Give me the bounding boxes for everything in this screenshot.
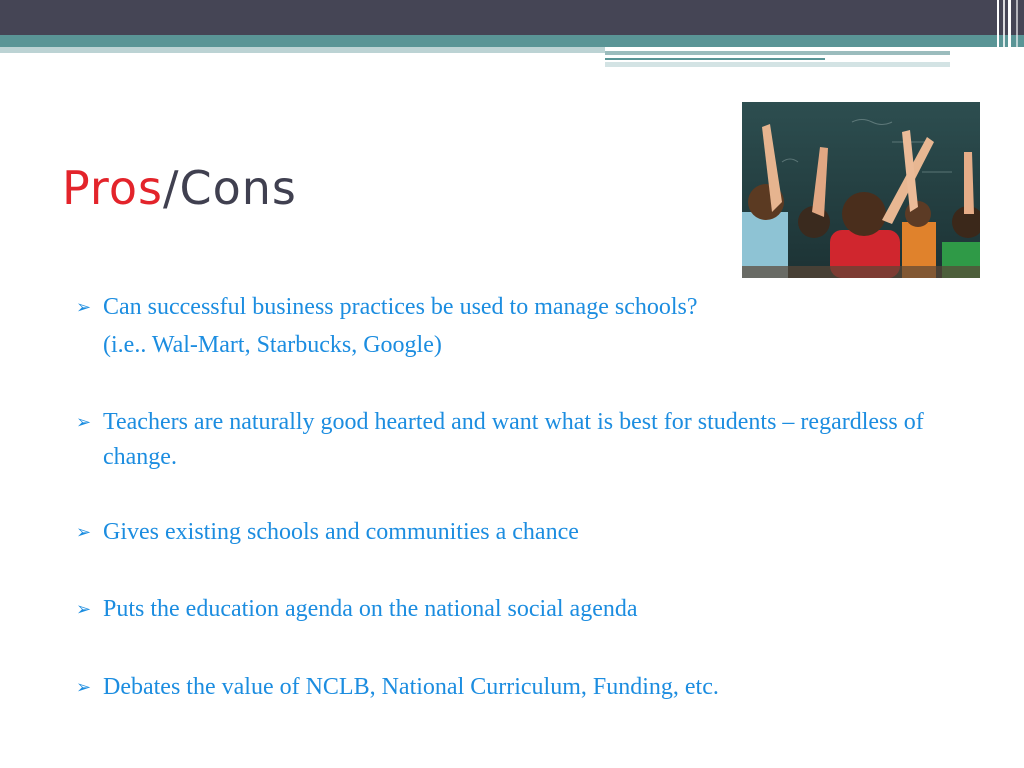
bullet-item	[76, 515, 936, 550]
bullet-item	[76, 290, 936, 363]
header-bar	[0, 0, 1024, 35]
bullet-arrow-icon: ➢	[76, 599, 92, 620]
bullet-text: Gives existing schools and communities a chance	[103, 519, 579, 545]
bullet-arrow-icon: ➢	[76, 412, 92, 433]
bullet-text: Teachers are naturally good hearted and want what is best for students – regardless of change.	[103, 409, 924, 470]
bullet-subtext: (i.e.. Wal-Mart, Starbucks, Google)	[103, 332, 442, 358]
header-accent-bar	[0, 35, 1024, 47]
bullet-item	[76, 405, 936, 475]
title-cons: Cons	[179, 161, 297, 215]
decor-stripe	[605, 62, 950, 67]
bullet-arrow-icon: ➢	[76, 677, 92, 698]
classroom-photo	[742, 102, 980, 278]
decor-vertical-stripes	[994, 0, 1024, 70]
bullet-item	[76, 670, 936, 705]
classroom-raised-hands-icon	[742, 102, 980, 278]
bullet-text: Debates the value of NCLB, National Curriculum, Funding, etc.	[103, 674, 719, 700]
slide-title	[62, 158, 297, 218]
decor-stripe	[605, 58, 825, 60]
title-separator: /	[162, 161, 180, 215]
bullet-arrow-icon: ➢	[76, 522, 92, 543]
header-accent-light	[0, 47, 605, 53]
decor-stripe	[605, 51, 950, 55]
bullet-item	[76, 592, 936, 627]
title-pros: Pros	[62, 161, 163, 215]
bullet-arrow-icon: ➢	[76, 297, 92, 318]
bullet-text: Puts the education agenda on the national social agenda	[103, 596, 638, 622]
bullet-text: Can successful business practices be used to manage schools?	[103, 294, 698, 320]
